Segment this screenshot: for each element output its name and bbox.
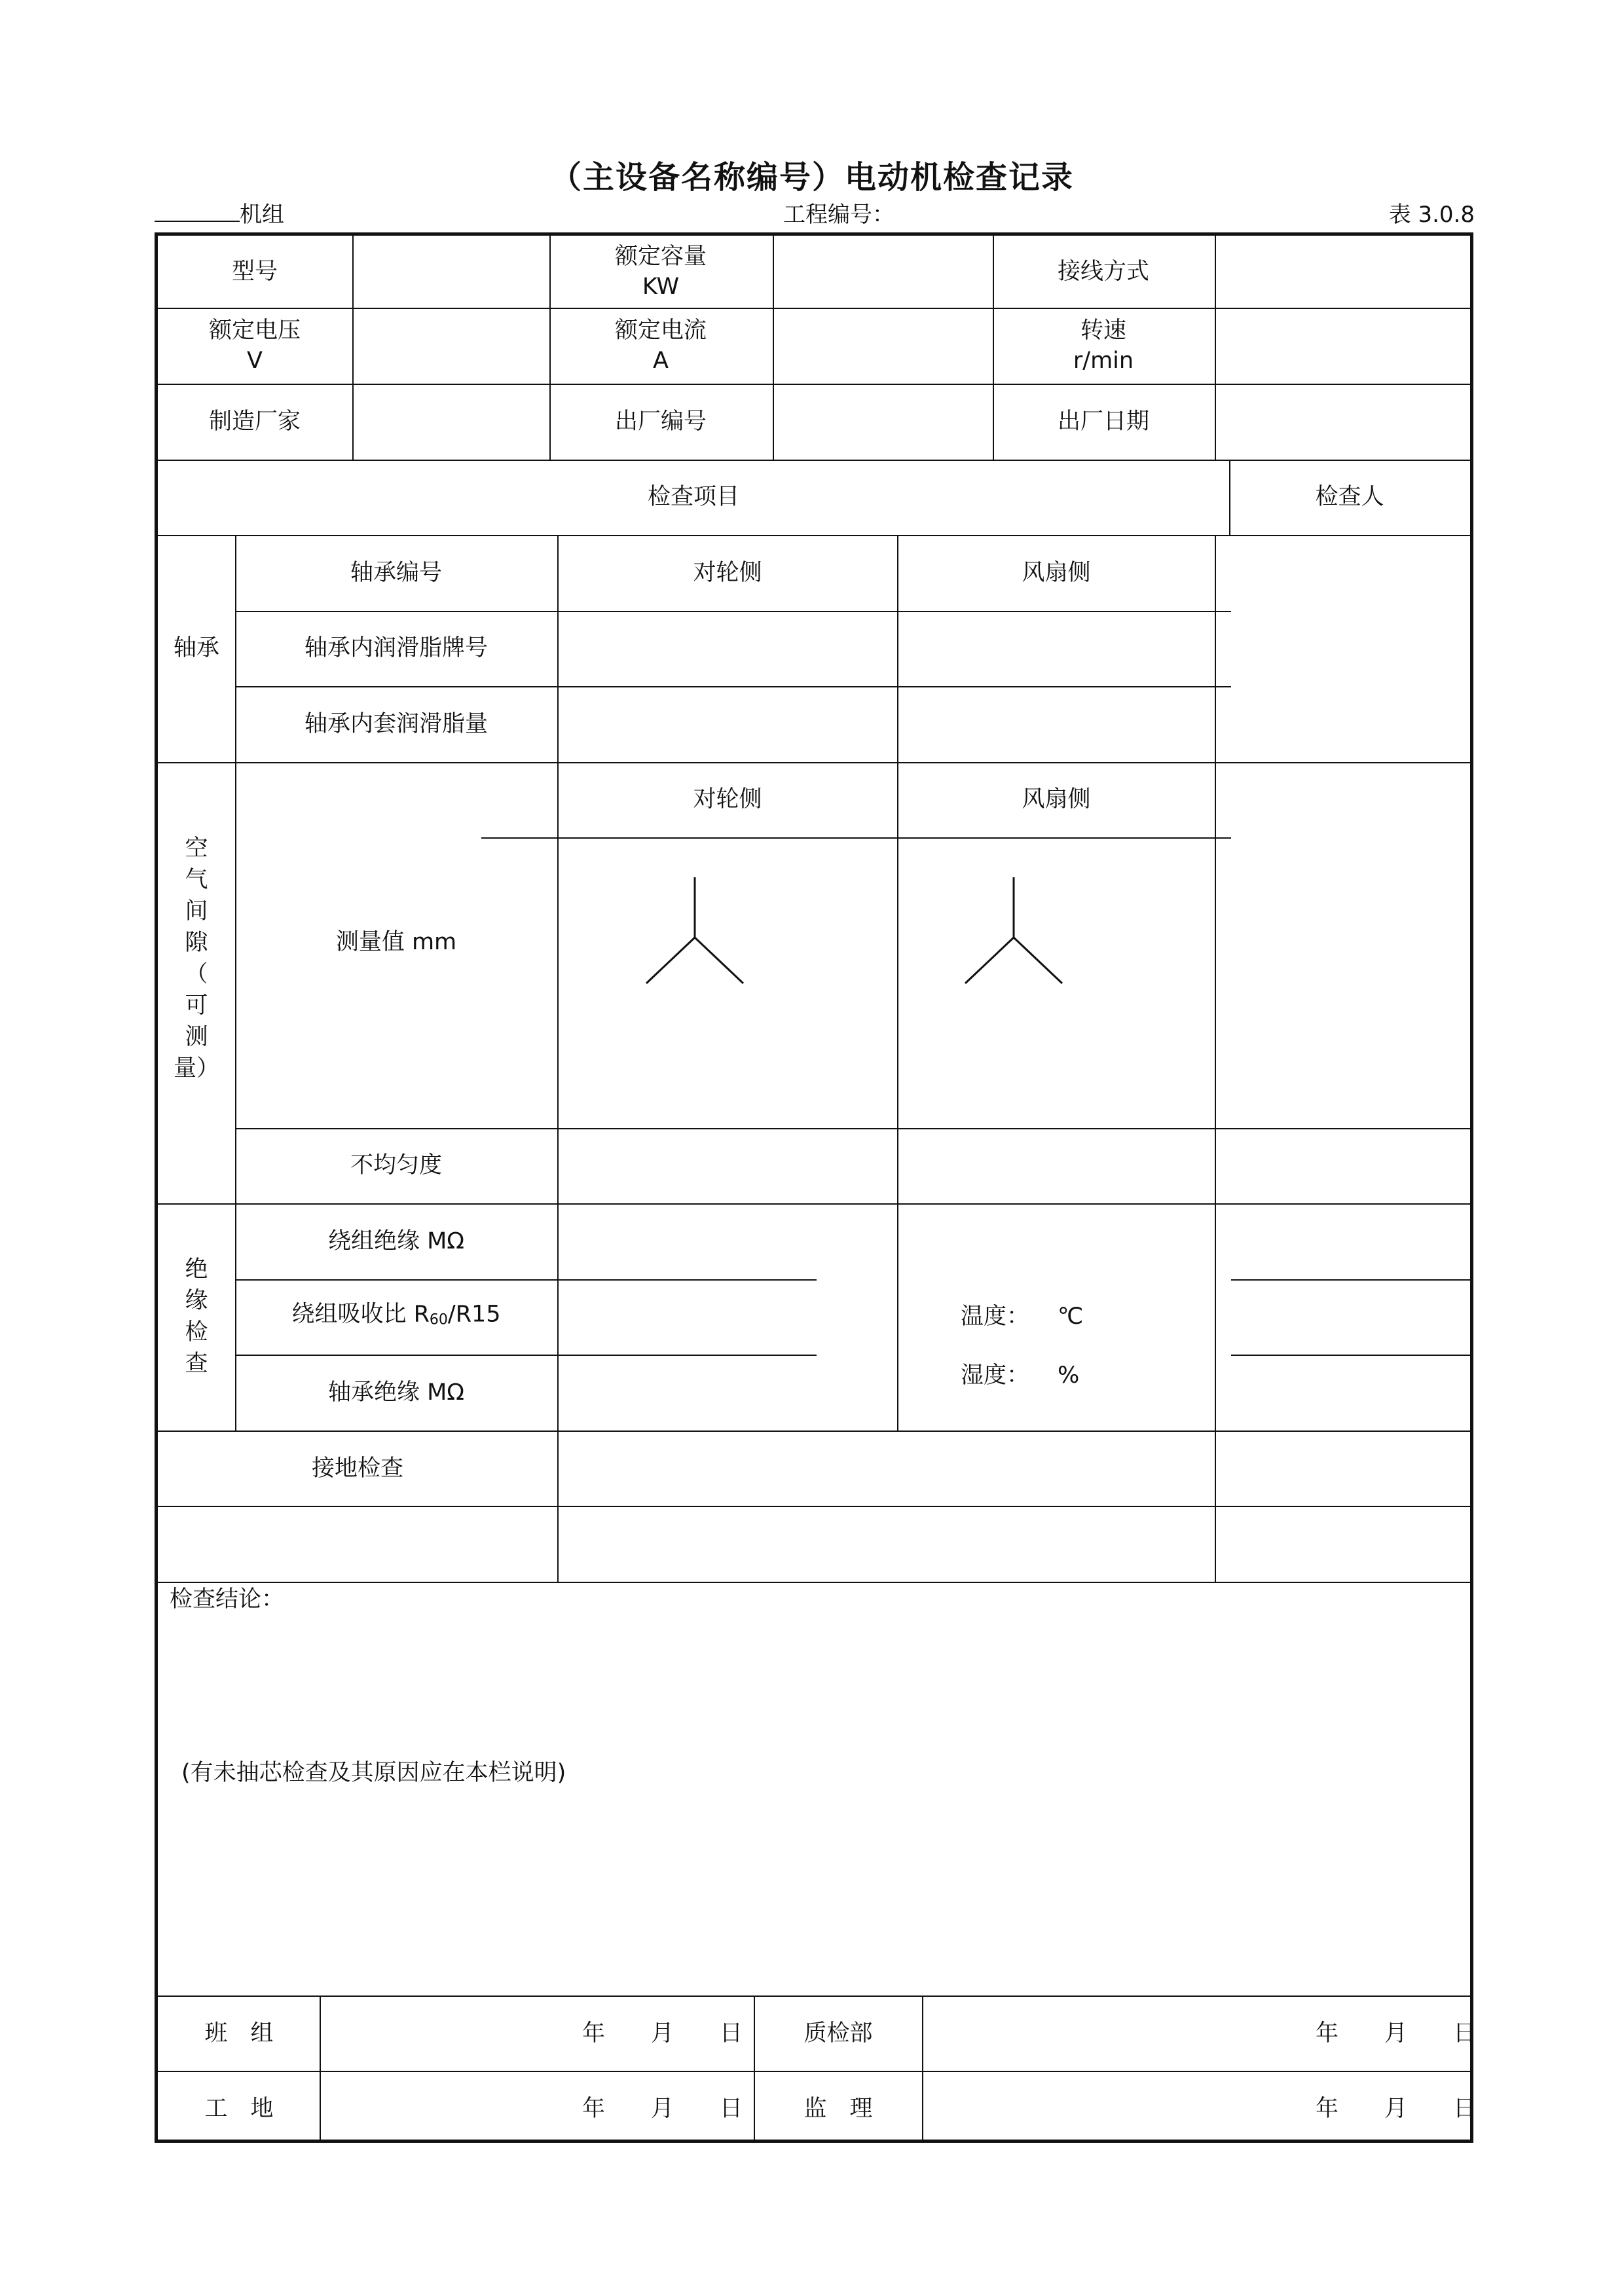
bearing-insulation-label: 轴承绝缘 MΩ <box>327 1379 465 1406</box>
bearing-group-label: 轴承 <box>173 635 220 661</box>
manufacturer-label: 制造厂家 <box>208 409 301 435</box>
serial-no-label: 出厂编号 <box>614 409 707 435</box>
air-gap-wheel-side-label: 对轮侧 <box>693 786 762 812</box>
inspector-header: 检查人 <box>1315 484 1384 510</box>
bearing-fan-side-label: 风扇侧 <box>1022 560 1091 586</box>
qc-label: 质检部 <box>803 2020 873 2047</box>
record-table <box>155 232 1477 2143</box>
qc-date: 年 月 日 <box>1316 2020 1477 2047</box>
temperature-label: 温度： <box>961 1303 1030 1330</box>
humidity-label: 湿度： <box>961 1362 1030 1389</box>
inspection-item-header: 检查项目 <box>647 484 740 510</box>
winding-insulation-label: 绕组绝缘 MΩ <box>327 1228 465 1254</box>
insulation-group-label: 绝 缘 检 查 <box>185 1256 208 1377</box>
grease-brand-label: 轴承内润滑脂牌号 <box>304 635 489 661</box>
wheel-side-y-diagram <box>642 877 747 989</box>
air-gap-group-label: 空 气 间 隙 （ 可 测 量） <box>173 835 219 1082</box>
team-label: 班 组 <box>204 2020 274 2047</box>
table-no: 表 3.0.8 <box>1388 202 1475 228</box>
manufacture-date-label: 出厂日期 <box>1057 409 1150 435</box>
model-label: 型号 <box>231 259 278 285</box>
air-gap-measured-label: 测量值 mm <box>335 929 457 955</box>
bearing-no-label: 轴承编号 <box>350 560 443 586</box>
supervision-date: 年 月 日 <box>1316 2096 1477 2122</box>
rated-current-label: 额定电流 A <box>614 318 707 374</box>
unit-field <box>155 196 284 228</box>
speed-label: 转速 r/min <box>1073 318 1134 374</box>
rated-voltage-label: 额定电压 V <box>208 318 301 374</box>
team-date: 年 月 日 <box>582 2020 743 2047</box>
grease-amount-label: 轴承内套润滑脂量 <box>304 711 489 737</box>
page-title: （主设备名称编号）电动机检查记录 <box>549 159 1074 196</box>
grounding-check-label: 接地检查 <box>311 1455 404 1482</box>
site-date: 年 月 日 <box>582 2096 743 2122</box>
project-no-label: 工程编号： <box>783 202 895 228</box>
unit-suffix: 机组 <box>240 202 284 228</box>
conclusion-label: 检查结论： <box>170 1586 285 1613</box>
unevenness-label: 不均匀度 <box>350 1152 443 1178</box>
conclusion-note: (有未抽芯检查及其原因应在本栏说明) <box>181 1760 566 1786</box>
bearing-wheel-side-label: 对轮侧 <box>693 560 762 586</box>
air-gap-fan-side-label: 风扇侧 <box>1022 786 1091 812</box>
supervision-label: 监 理 <box>803 2096 873 2122</box>
site-label: 工 地 <box>204 2096 274 2122</box>
absorption-ratio-label: 绕组吸收比 $R_{60}/R15$ <box>291 1301 501 1328</box>
rated-capacity-label: 额定容量 KW <box>614 244 707 300</box>
fan-side-y-diagram <box>961 877 1066 989</box>
unit-blank-line <box>155 201 240 222</box>
temperature-unit: ℃ <box>1058 1303 1084 1330</box>
humidity-unit: % <box>1058 1362 1080 1389</box>
wiring-method-label: 接线方式 <box>1057 259 1150 285</box>
